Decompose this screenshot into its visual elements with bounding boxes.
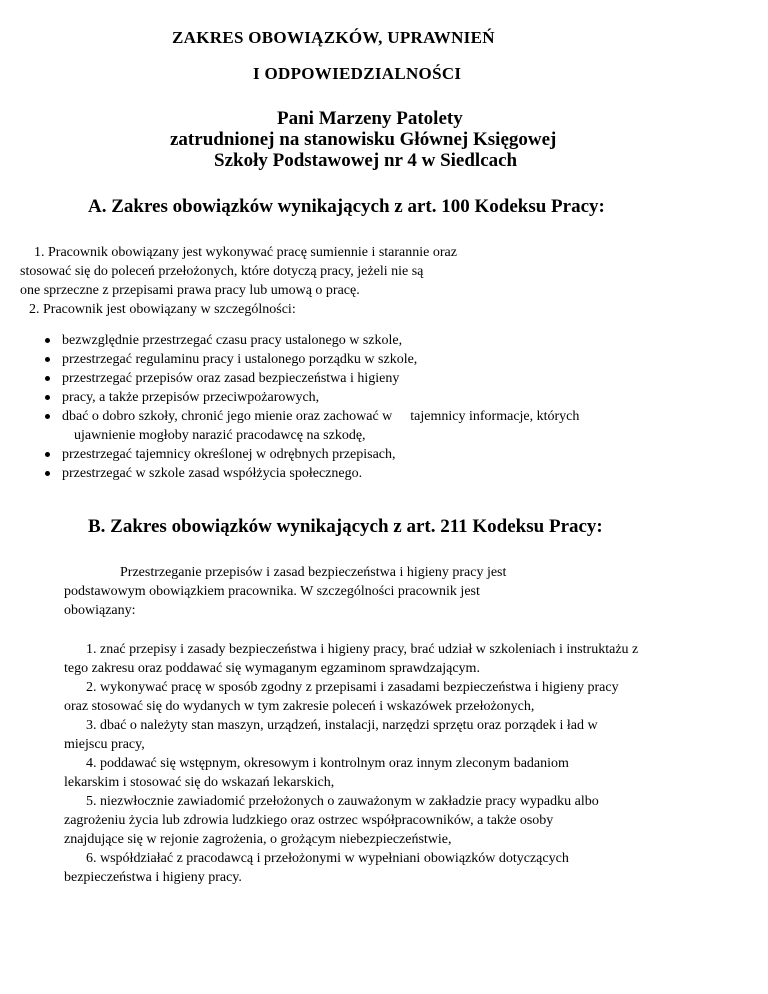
section-a-bullet-list <box>42 331 579 483</box>
bullet-item: przestrzegać tajemnicy określonej w odrębnych przepisach, <box>42 445 579 464</box>
section-b-intro-line: obowiązany: <box>64 603 136 618</box>
section-b-list-line: bezpieczeństwa i higieny pracy. <box>64 870 242 885</box>
person-position: zatrudnionej na stanowisku Głównej Księgowej <box>170 129 557 150</box>
document-title-line2: I ODPOWIEDZIALNOŚCI <box>253 64 462 83</box>
section-b-list-line: 6. współdziałać z pracodawcą i przełożonymi w wypełniani obowiązków dotyczących <box>86 851 569 866</box>
document-title-line1: ZAKRES OBOWIĄZKÓW, UPRAWNIEŃ <box>172 28 495 47</box>
bullet-item: przestrzegać w szkole zasad współżycia społecznego. <box>42 464 579 483</box>
section-b-list-line: 4. poddawać się wstępnym, okresowym i kontrolnym oraz innym zleconym badaniom <box>86 756 569 771</box>
section-b-list-line: tego zakresu oraz poddawać się wymaganym egzaminom sprawdzającym. <box>64 661 480 676</box>
bullet-item <box>42 407 579 426</box>
section-b-list-line: oraz stosować się do wydanych w tym zakresie poleceń i wskazówek przełożonych, <box>64 699 535 714</box>
section-b-intro-line: Przestrzeganie przepisów i zasad bezpieczeństwa i higieny pracy jest <box>120 565 507 580</box>
bullet-item: bezwzględnie przestrzegać czasu pracy ustalonego w szkole, <box>42 331 579 350</box>
section-a-paragraph-line: 1. Pracownik obowiązany jest wykonywać pracę sumiennie i starannie oraz <box>34 245 457 260</box>
section-b-list-line: 5. niezwłocznie zawiadomić przełożonych o zauważonym w zakładzie pracy wypadku albo <box>86 794 599 809</box>
bullet-text-part: dbać o dobro szkoły, chronić jego mienie oraz zachować w <box>62 409 393 424</box>
section-b-intro-line: podstawowym obowiązkiem pracownika. W szczególności pracownik jest <box>64 584 480 599</box>
bullet-item: pracy, a także przepisów przeciwpożarowych, <box>42 388 579 407</box>
section-a-paragraph-line: one sprzeczne z przepisami prawa pracy lub umową o pracę. <box>20 283 360 298</box>
section-b-list-line: 2. wykonywać pracę w sposób zgodny z przepisami i zasadami bezpieczeństwa i higieny pracy <box>86 680 619 695</box>
person-name: Pani Marzeny Patolety <box>277 108 463 129</box>
section-b-list-line: 1. znać przepisy i zasady bezpieczeństwa i higieny pracy, brać udział w szkoleniach i instruktażu z <box>86 642 639 657</box>
person-school: Szkoły Podstawowej nr 4 w Siedlcach <box>214 150 518 171</box>
section-b-list-line: znajdujące się w rejonie zagrożenia, o grożącym niebezpieczeństwie, <box>64 832 452 847</box>
section-b-list-line: miejscu pracy, <box>64 737 145 752</box>
section-a-paragraph-line: stosować się do poleceń przełożonych, które dotyczą pracy, jeżeli nie są <box>20 264 424 279</box>
bullet-text-part: tajemnicy informacje, których <box>410 409 580 424</box>
section-b-list-line: zagrożeniu życia lub zdrowia ludzkiego oraz ostrzec współpracowników, a także osoby <box>64 813 554 828</box>
section-a-paragraph-line: 2. Pracownik jest obowiązany w szczególności: <box>29 302 296 317</box>
bullet-item-continuation: ujawnienie mogłoby narazić pracodawcę na szkodę, <box>74 428 366 443</box>
section-a-heading: A. Zakres obowiązków wynikających z art. 100 Kodeksu Pracy: <box>88 196 605 217</box>
bullet-item: przestrzegać regulaminu pracy i ustalonego porządku w szkole, <box>42 350 579 369</box>
section-b-heading: B. Zakres obowiązków wynikających z art. 211 Kodeksu Pracy: <box>88 516 603 537</box>
section-b-list-line: lekarskim i stosować się do wskazań lekarskich, <box>64 775 335 790</box>
section-b-list-line: 3. dbać o należyty stan maszyn, urządzeń, instalacji, narzędzi sprzętu oraz porządek i ład w <box>86 718 598 733</box>
bullet-item: przestrzegać przepisów oraz zasad bezpieczeństwa i higieny <box>42 369 579 388</box>
